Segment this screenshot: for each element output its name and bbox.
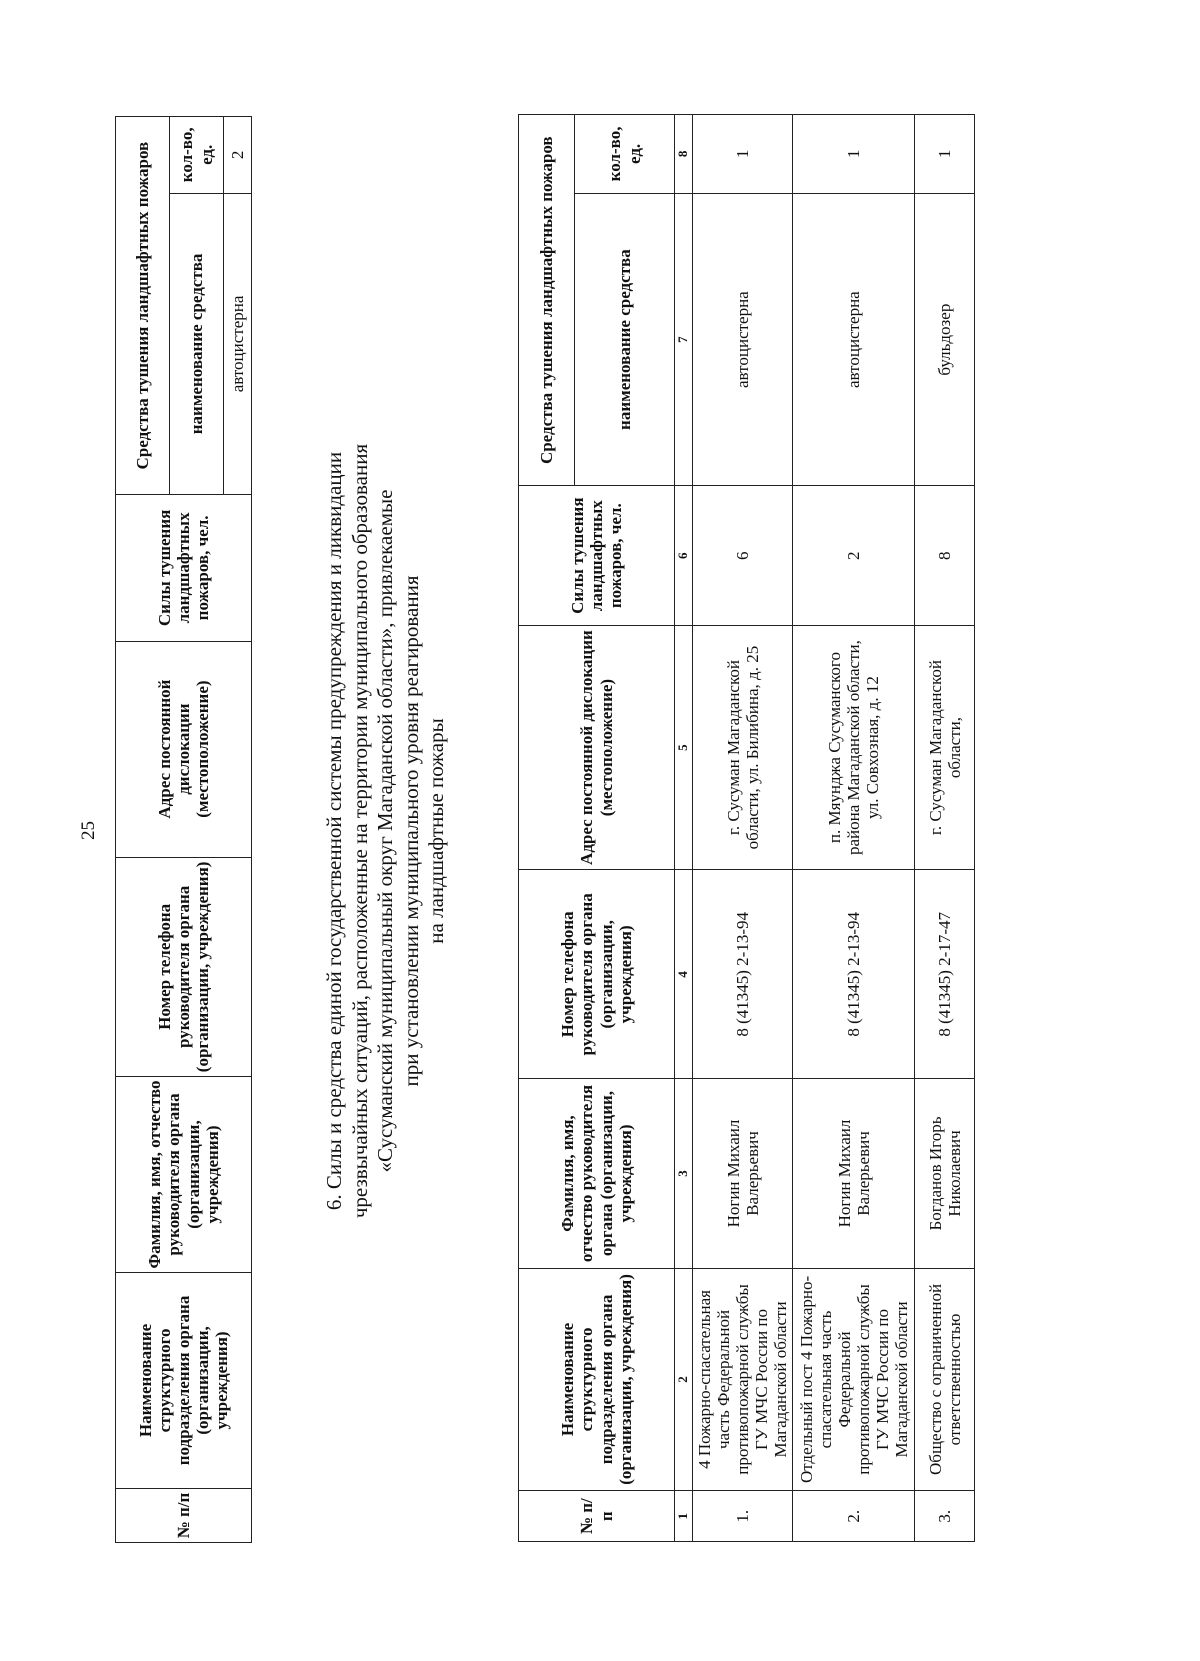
cell-forces: 8 (915, 486, 975, 626)
section-title-line: при установлении муниципального уровня реагирования (398, 575, 423, 1087)
cell-phone: 8 (41345) 2-13-94 (693, 870, 793, 1079)
cell-no: 1. (693, 1491, 793, 1542)
cell-means-qty: 1 (793, 115, 915, 194)
section-title-line: чрезвычайных ситуаций, расположенные на территории муниципального образования (347, 443, 372, 1219)
cell-unit: Отдельный пост 4 Пожарно-спасательная часть Федеральной противопожарной службы ГУ МЧС России по Магаданской области (793, 1268, 915, 1491)
column-number: 1 (675, 1491, 693, 1542)
cell-forces: 6 (693, 486, 793, 626)
cell-phone: 8 (41345) 2-17-47 (915, 870, 975, 1079)
cell-no: 3. (915, 1491, 975, 1542)
header-head-name: Фамилия, имя, отчество руководителя органа (организации, учреждения) (116, 1077, 252, 1273)
section-title-line: «Сусуманский муниципальный округ Магаданской области», привлекаемые (373, 489, 398, 1173)
header-unit: Наименование структурного подразделения органа (организации, учреждения) (116, 1272, 252, 1488)
cell-means-name: бульдозер (915, 193, 975, 486)
section-title-line: на ландшафтные пожары (424, 718, 449, 944)
header-phone: Номер телефона руководителя органа (организации, учреждения) (519, 870, 675, 1079)
column-number: 8 (675, 115, 693, 194)
header-means-qty: кол-во, ед. (575, 115, 675, 194)
cell-head-name: Богданов Игорь Николаевич (915, 1079, 975, 1268)
main-table (518, 114, 975, 1542)
cell-unit: 4 Пожарно-спасательная часть Федеральной противопожарной службы ГУ МЧС России по Магаданской области (693, 1268, 793, 1491)
header-phone: Номер телефона руководителя органа (организации, учреждения) (116, 857, 252, 1076)
cell-address: п. Мяунджа Сусуманского района Магаданской области, ул. Совхозная, д. 12 (793, 625, 915, 869)
cell-no: 2. (793, 1491, 915, 1542)
cell-forces: 2 (793, 486, 915, 626)
cell-means-qty: 1 (693, 115, 793, 194)
column-number: 3 (675, 1079, 693, 1268)
page-number: 25 (78, 821, 99, 840)
table-row (915, 115, 975, 1542)
column-number: 5 (675, 625, 693, 869)
header-forces: Силы тушения ландшафтных пожаров, чел. (519, 486, 675, 626)
header-no: № п/п (519, 1491, 675, 1542)
cell-means-name: автоцистерна (793, 193, 915, 486)
cell-means-name: автоцистерна (693, 193, 793, 486)
header-unit: Наименование структурного подразделения органа (организации, учреждения) (519, 1268, 675, 1491)
header-address: Адрес постоянной дислокации (местоположение) (519, 625, 675, 869)
header-means-name: наименование средства (575, 193, 675, 486)
cell-head-name: Ногин Михаил Валерьевич (793, 1079, 915, 1268)
cell-address: г. Сусуман Магаданской области, ул. Билибина, д. 25 (693, 625, 793, 869)
section-title (322, 301, 450, 1361)
table-row (693, 115, 793, 1542)
header-means: Средства тушения ландшафтных пожаров (519, 115, 575, 486)
cell-phone: 8 (41345) 2-13-94 (793, 870, 915, 1079)
column-number: 6 (675, 486, 693, 626)
header-forces: Силы тушения ландшафтных пожаров, чел. (116, 495, 252, 641)
cell-means-qty: 2 (224, 117, 252, 194)
section-title-line: 6. Силы и средства единой государственной системы предупреждения и ликвидации (322, 451, 346, 1211)
header-means-qty: кол-во, ед. (170, 117, 224, 194)
top-table (115, 116, 252, 1543)
column-number: 4 (675, 870, 693, 1079)
cell-unit: Общество с ограниченной ответственностью (915, 1268, 975, 1491)
cell-head-name: Ногин Михаил Валерьевич (693, 1079, 793, 1268)
header-no: № п/п (116, 1488, 252, 1542)
column-number: 2 (675, 1268, 693, 1491)
cell-means-name: автоцистерна (224, 193, 252, 495)
header-address: Адрес постоянной дислокации (местоположение) (116, 641, 252, 857)
header-means-name: наименование средства (170, 193, 224, 495)
cell-means-qty: 1 (915, 115, 975, 194)
header-means: Средства тушения ландшафтных пожаров (116, 117, 170, 495)
cell-address: г. Сусуман Магаданской области, (915, 625, 975, 869)
table-row (793, 115, 915, 1542)
column-number: 7 (675, 193, 693, 486)
header-head-name: Фамилия, имя, отчество руководителя органа (организации, учреждения) (519, 1079, 675, 1268)
